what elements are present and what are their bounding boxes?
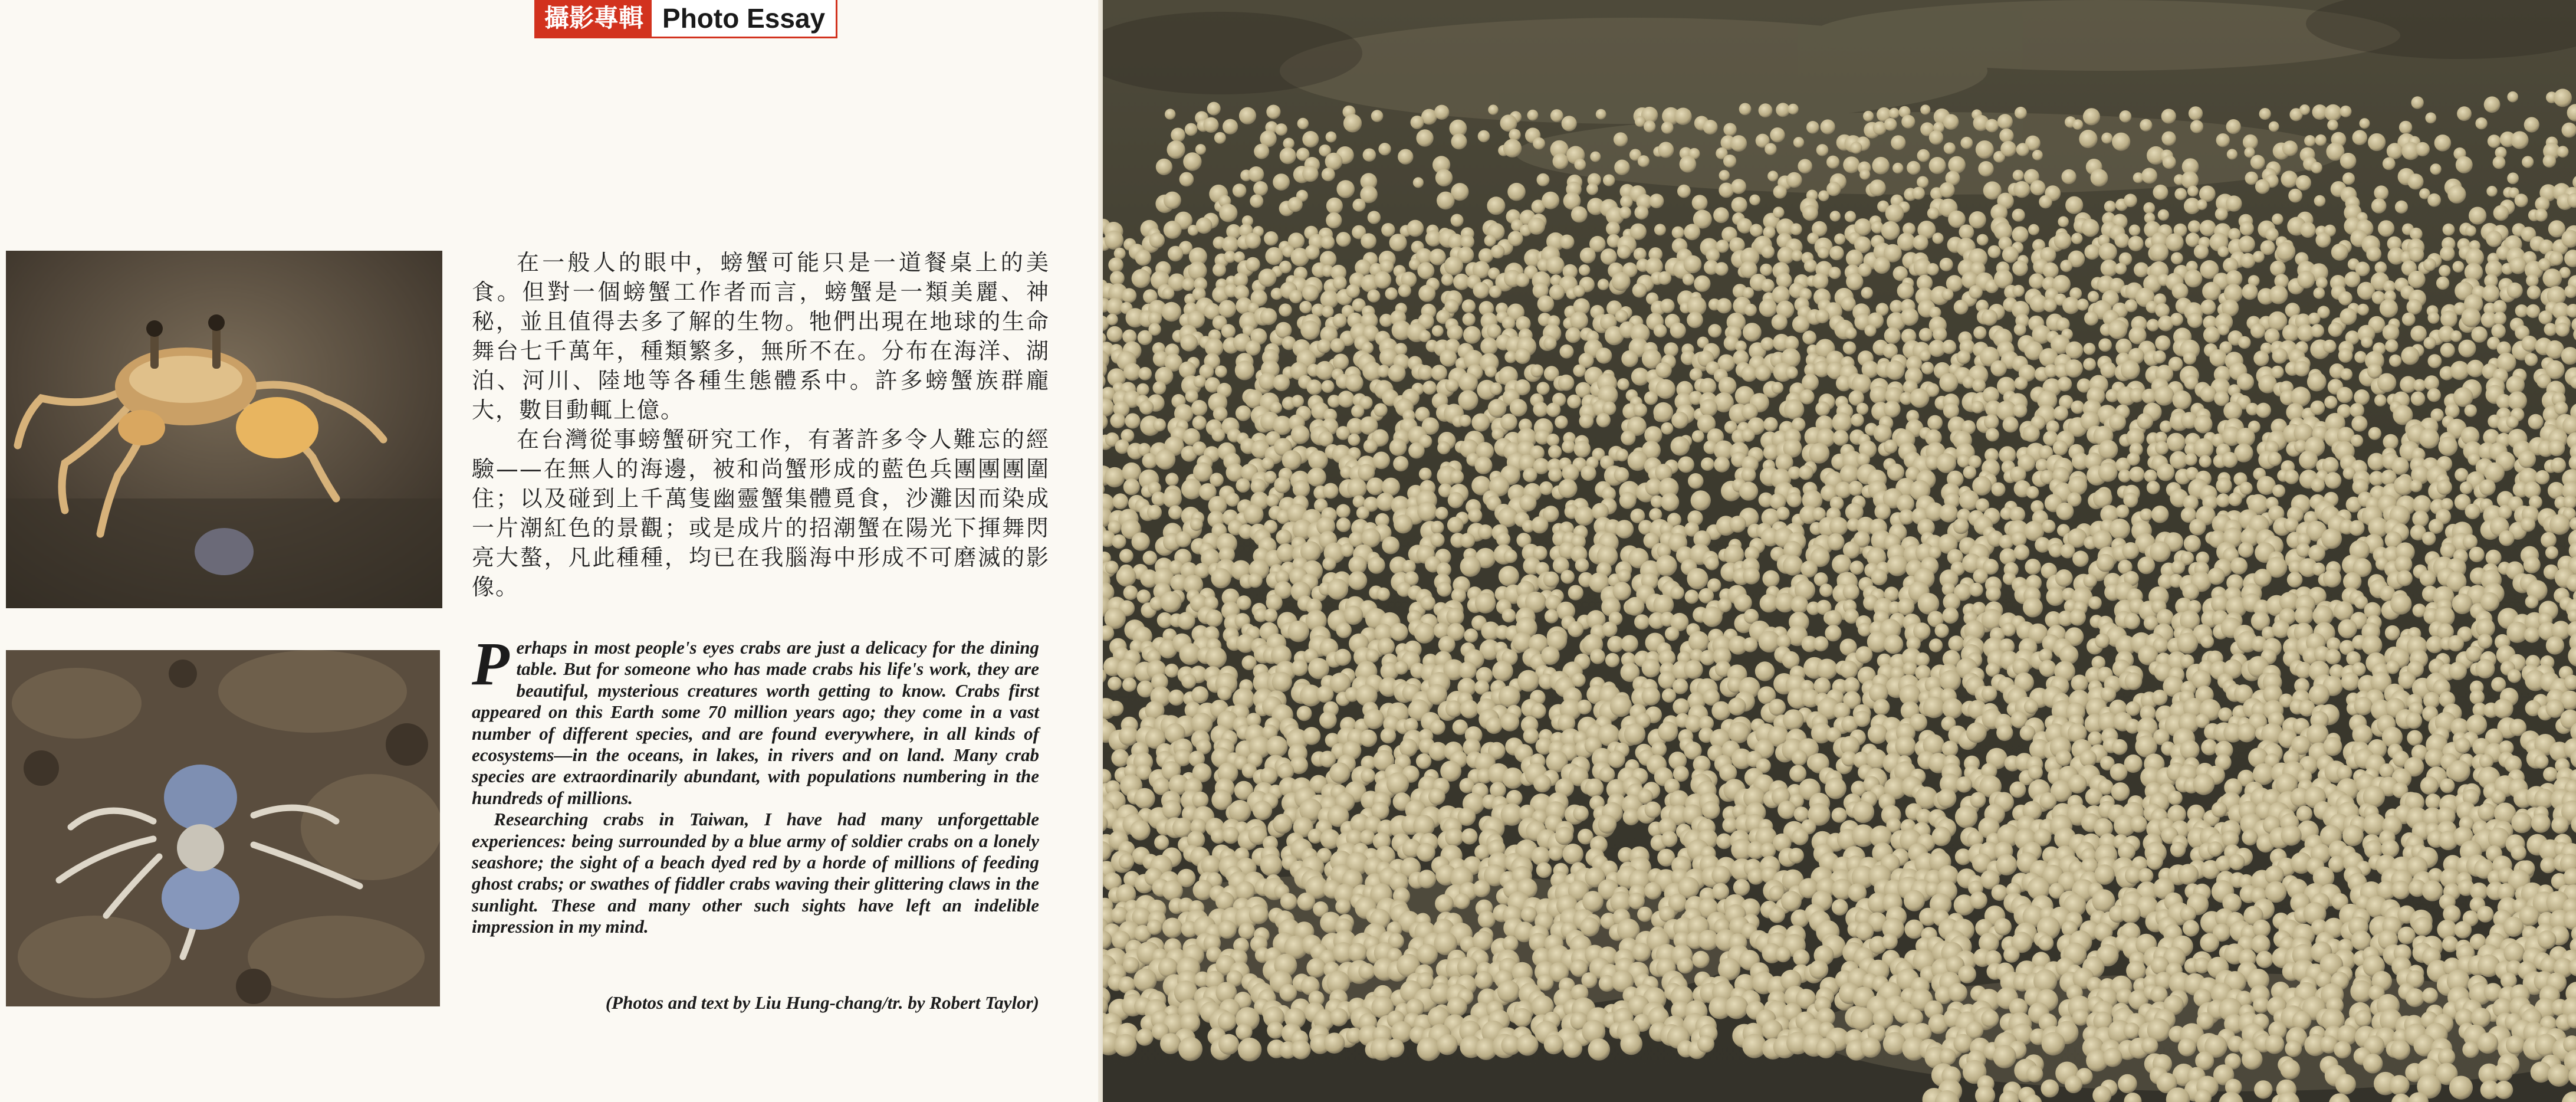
chinese-paragraph: 在台灣從事螃蟹研究工作，有著許多令人難忘的經驗——在無人的海邊，被和尚蟹形成的藍色兵團團團圍住；以及碰到上千萬隻幽靈蟹集體覓食，沙灘因而染成一片潮紅色的景觀；或是成片的招潮蟹在陽光下揮舞閃亮大螯，凡此種種，均已在我腦海中形成不可磨滅的影像。 [472,427,1050,600]
english-paragraph: Researching crabs in Taiwan, I have had many unforgettable experiences: being surrounded by a blue army of soldier crabs on a lonely seashore; the sight of a beach dyed red by a horde of millions of feeding ghost crabs; or swathes of fiddler crabs waving their glittering claws in the sunlight. These and many other such sights have left an indelible impression in my mind. [472,809,1039,937]
crab-army-photo [1103,0,2576,1102]
section-label-zh: 攝影專輯 [536,0,652,37]
english-paragraph [472,630,1039,809]
english-body-text [472,630,1039,938]
ghost-crab-photo [6,251,442,608]
soldier-crabs-photo [6,650,440,1006]
section-tag [534,0,837,38]
chinese-paragraph: 在一般人的眼中，螃蟹可能只是一道餐桌上的美食。但對一個螃蟹工作者而言，螃蟹是一類美麗、神秘，並且值得去多了解的生物。牠們出現在地球的生命舞台七千萬年，種類繁多，無所不在。分布在海洋、湖泊、河川、陸地等各種生態體系中。許多螃蟹族群龐大，數目動輒上億。 [472,250,1050,423]
section-label-en: Photo Essay [662,3,826,34]
photo-credit: (Photos and text by Liu Hung-chang/tr. by Robert Taylor) [605,992,1039,1013]
left-page [0,0,1103,1102]
chinese-body-text [472,248,1050,602]
english-paragraph-1-text: erhaps in most people's eyes crabs are just a delicacy for the dining table. But for someone who has made crabs his life's work, they are beautiful, mysterious creatures worth getting to know. Crabs first appeared on this Earth some 70 million years ago; they come in a vast number of different species, and are found everywhere, in all kinds of ecosystems—in the oceans, in lakes, in rivers and on land. Many crab species are extraordinarily abundant, with populations numbering in the hundreds of millions. [472,637,1039,808]
crab-field-illustration [1103,0,2576,1102]
drop-cap: P [472,630,510,698]
